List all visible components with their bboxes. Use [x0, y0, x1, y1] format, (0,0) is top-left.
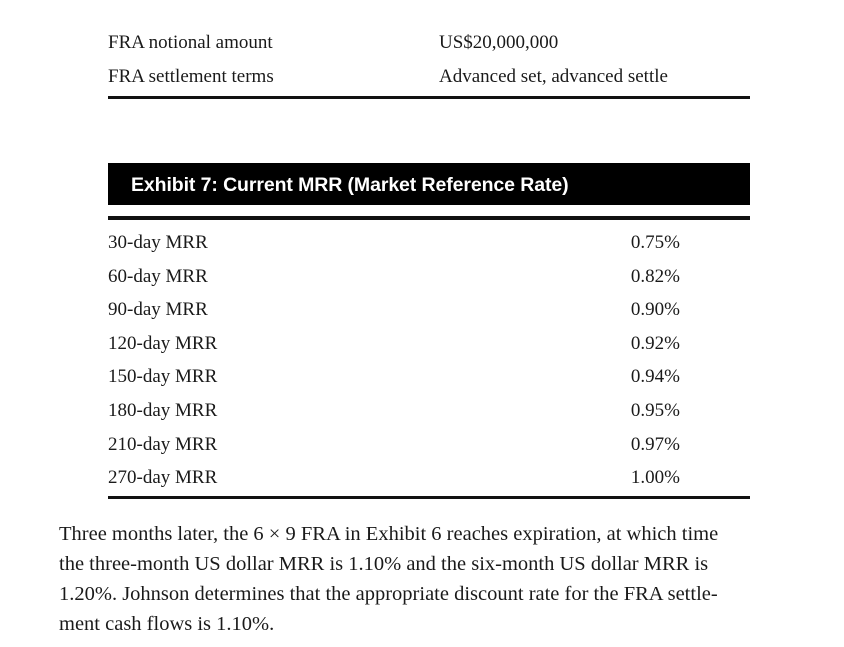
table-row — [108, 429, 750, 463]
table-row — [108, 462, 750, 496]
paragraph-line: 1.20%. Johnson determines that the appropriate discount rate for the FRA settle- — [59, 583, 718, 605]
rate-value: 0.97% — [630, 433, 680, 455]
terms-row-settlement — [108, 62, 750, 96]
paragraph-line: the three-month US dollar MRR is 1.10% and the six-month US dollar MRR is — [59, 553, 709, 575]
tenor-label: 180-day MRR — [108, 399, 218, 421]
fra-terms-table — [108, 28, 750, 96]
exhibit-bottom-rule — [108, 496, 750, 499]
mrr-table — [108, 227, 750, 496]
table-row — [108, 261, 750, 295]
terms-value: Advanced set, advanced settle — [439, 66, 668, 87]
table-row — [108, 227, 750, 261]
rate-value: 1.00% — [630, 467, 680, 489]
terms-label: FRA settlement terms — [108, 66, 274, 87]
table-row — [108, 294, 750, 328]
table-row — [108, 361, 750, 395]
exhibit-title: Exhibit 7: Current MRR (Market Reference Rate) — [131, 174, 569, 196]
tenor-label: 60-day MRR — [108, 265, 208, 287]
terms-bottom-rule — [108, 96, 750, 99]
tenor-label: 90-day MRR — [108, 299, 208, 321]
rate-value: 0.82% — [630, 265, 680, 287]
rate-value: 0.94% — [630, 366, 680, 388]
paragraph-line: ment cash flows is 1.10%. — [59, 613, 275, 635]
table-row — [108, 395, 750, 429]
exhibit-top-rule — [108, 216, 750, 220]
terms-label: FRA notional amount — [108, 32, 273, 53]
terms-row-notional — [108, 28, 750, 62]
rate-value: 0.90% — [630, 299, 680, 321]
tenor-label: 270-day MRR — [108, 467, 218, 489]
terms-value: US$20,000,000 — [439, 32, 559, 53]
tenor-label: 30-day MRR — [108, 232, 208, 253]
rate-value: 0.92% — [630, 332, 680, 354]
tenor-label: 150-day MRR — [108, 366, 218, 388]
paragraph-line: Three months later, the 6 × 9 FRA in Exhibit 6 reaches expiration, at which time — [59, 523, 719, 545]
exhibit-header — [108, 163, 750, 205]
table-row — [108, 328, 750, 362]
tenor-label: 210-day MRR — [108, 433, 218, 455]
rate-value: 0.95% — [630, 399, 680, 421]
rate-value: 0.75% — [630, 232, 680, 253]
tenor-label: 120-day MRR — [108, 332, 218, 354]
body-paragraph — [59, 519, 829, 639]
